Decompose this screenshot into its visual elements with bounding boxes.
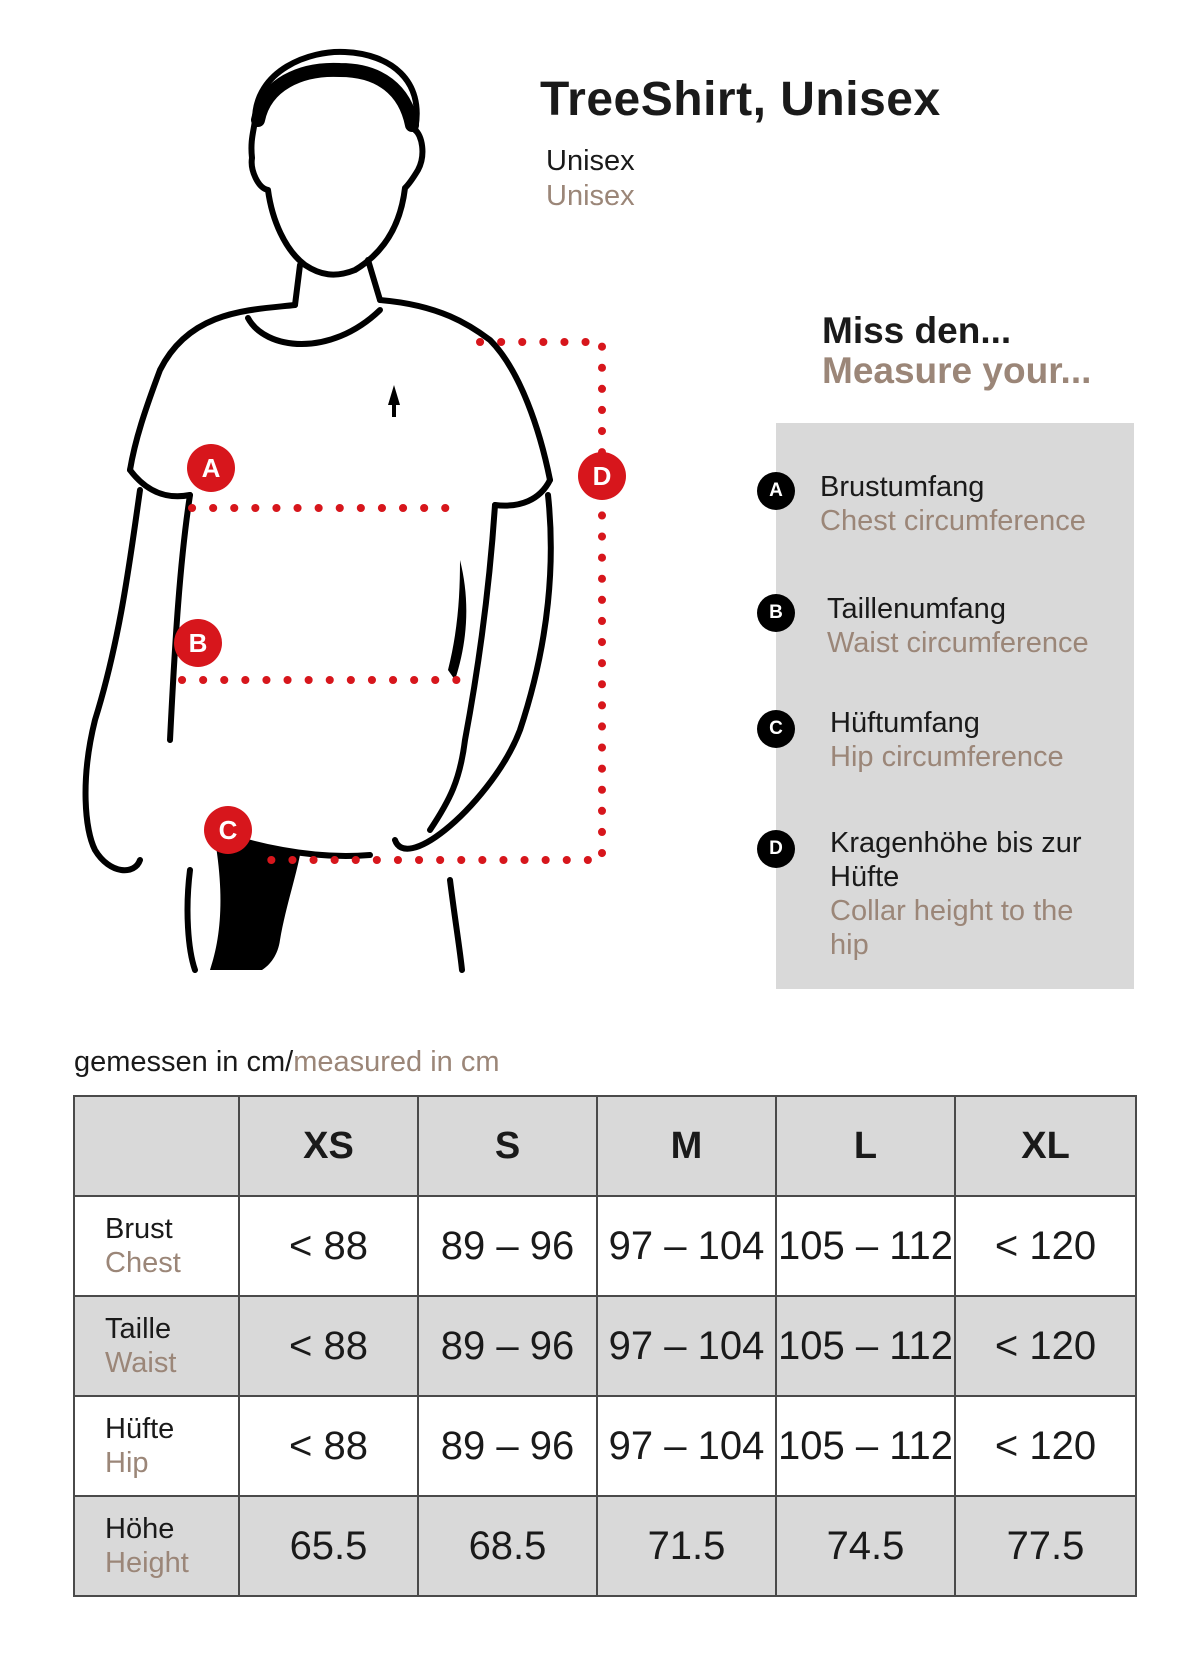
table-cell: 68.5 — [418, 1496, 597, 1596]
table-cell: 89 – 96 — [418, 1396, 597, 1496]
marker-d-label: D — [592, 461, 612, 491]
subtitle-de: Unisex — [546, 145, 635, 177]
marker-c-label: C — [218, 815, 238, 845]
marker-d — [578, 452, 626, 500]
column-header-l: L — [776, 1096, 955, 1196]
marker-a-label: A — [201, 453, 221, 483]
legend-label-en: Waist circumference — [827, 627, 1089, 659]
table-cell: < 88 — [239, 1396, 418, 1496]
table-cell: 71.5 — [597, 1496, 776, 1596]
column-header-m: M — [597, 1096, 776, 1196]
table-cell: 65.5 — [239, 1496, 418, 1596]
legend-label-en: Collar height to the hip — [830, 895, 1074, 961]
unit-note-de: gemessen in cm/ — [74, 1046, 294, 1078]
marker-a — [187, 444, 235, 492]
legend-badge-c: C — [757, 710, 795, 748]
legend-label-de: Taillenumfang — [827, 593, 1006, 625]
measurement-lines — [182, 342, 602, 860]
row-label-en: Chest — [105, 1247, 181, 1279]
row-label-de: Brust — [105, 1213, 173, 1245]
size-table — [73, 1095, 1137, 1597]
row-label — [74, 1196, 239, 1296]
row-label-de: Taille — [105, 1313, 172, 1345]
column-header-xl: XL — [955, 1096, 1136, 1196]
table-cell: 89 – 96 — [418, 1296, 597, 1396]
column-header-s: S — [418, 1096, 597, 1196]
table-corner-cell — [74, 1096, 239, 1196]
legend-label-en: Hip circumference — [830, 741, 1064, 773]
marker-b-label: B — [188, 628, 208, 658]
measure-heading-en: Measure your... — [822, 350, 1092, 391]
row-label — [74, 1496, 239, 1596]
table-header-row — [74, 1096, 1136, 1196]
legend-badge-a: A — [757, 472, 795, 510]
table-cell: 77.5 — [955, 1496, 1136, 1596]
table-cell: 97 – 104 — [597, 1296, 776, 1396]
table-row-height — [74, 1496, 1136, 1596]
table-cell: 105 – 112 — [776, 1396, 955, 1496]
table-cell: < 120 — [955, 1196, 1136, 1296]
marker-b — [174, 619, 222, 667]
legend-badge-d: D — [757, 830, 795, 868]
marker-c — [204, 806, 252, 854]
legend-label-en: Chest circumference — [820, 505, 1086, 537]
table-cell: 89 – 96 — [418, 1196, 597, 1296]
unit-note — [74, 1046, 500, 1079]
table-row-hip — [74, 1396, 1136, 1496]
row-label-de: Hüfte — [105, 1413, 175, 1445]
legend-label-de: Kragenhöhe bis zur Hüfte — [830, 827, 1082, 893]
table-cell: 74.5 — [776, 1496, 955, 1596]
subtitle-en: Unisex — [546, 180, 635, 212]
tshirt-figure-illustration — [50, 40, 650, 1000]
table-cell: < 120 — [955, 1296, 1136, 1396]
unit-note-en: measured in cm — [293, 1046, 500, 1078]
row-label — [74, 1396, 239, 1496]
row-label-de: Höhe — [105, 1513, 175, 1545]
table-row-waist — [74, 1296, 1136, 1396]
row-label-en: Waist — [105, 1347, 177, 1379]
table-cell: 105 – 112 — [776, 1296, 955, 1396]
row-label — [74, 1296, 239, 1396]
row-label-en: Height — [105, 1547, 189, 1579]
table-cell: < 88 — [239, 1296, 418, 1396]
row-label-en: Hip — [105, 1447, 149, 1479]
page-title: TreeShirt, Unisex — [540, 73, 941, 126]
column-header-xs: XS — [239, 1096, 418, 1196]
table-cell: 97 – 104 — [597, 1396, 776, 1496]
table-cell: 97 – 104 — [597, 1196, 776, 1296]
table-cell: < 120 — [955, 1396, 1136, 1496]
table-cell: < 88 — [239, 1196, 418, 1296]
table-row-chest — [74, 1196, 1136, 1296]
legend-label-de: Hüftumfang — [830, 707, 980, 739]
legend-label-de: Brustumfang — [820, 471, 985, 503]
measure-heading-de: Miss den... — [822, 310, 1012, 351]
legend-badge-b: B — [757, 594, 795, 632]
table-cell: 105 – 112 — [776, 1196, 955, 1296]
